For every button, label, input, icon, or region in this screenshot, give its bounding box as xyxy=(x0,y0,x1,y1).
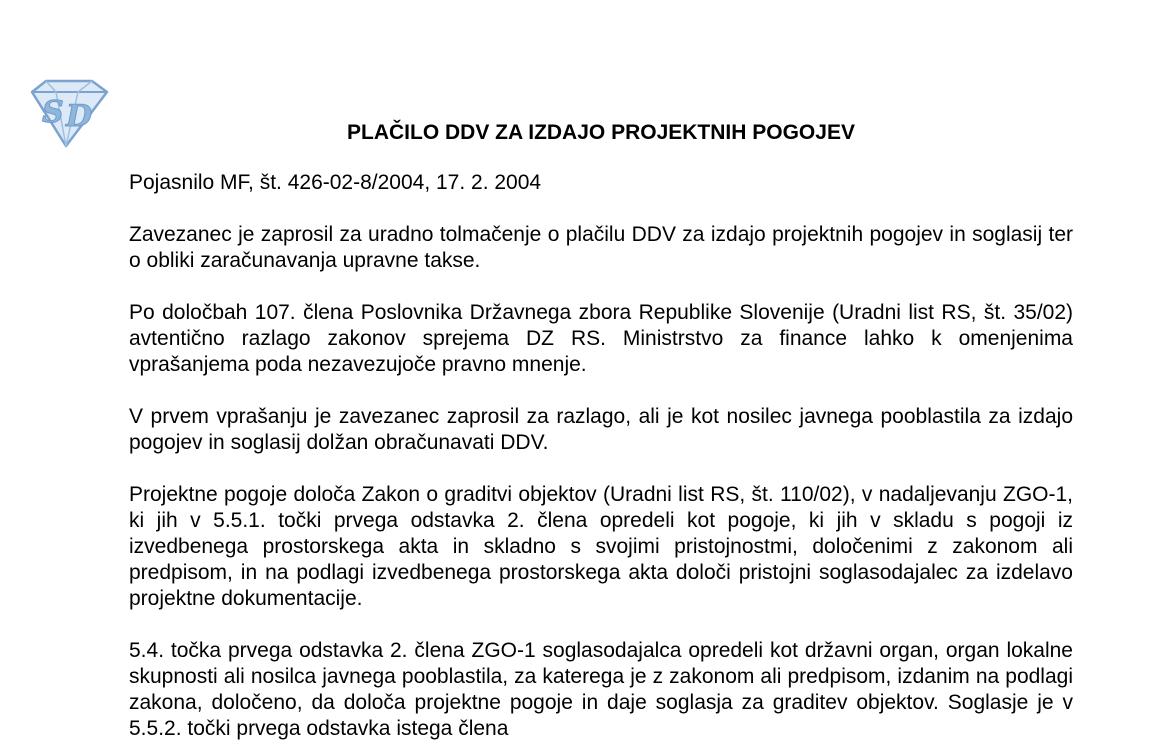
paragraph: V prvem vprašanju je zavezanec zaprosil za razlago, ali je kot nosilec javnega pooblastila za izdajo pogojev in soglasij dolžan obračunavati DDV. xyxy=(129,405,1073,454)
document-reference: Pojasnilo MF, št. 426-02-8/2004, 17. 2. 2004 xyxy=(129,171,542,194)
document-body xyxy=(129,170,1073,743)
paragraph: 5.4. točka prvega odstavka 2. člena ZGO-1 soglasodajalca opredeli kot državni organ, organ lokalne skupnosti ali nosilca javnega pooblastila, za katerega je z zakonom ali predpisom, izdanim na podlagi zakona, določeno, da določa projektne pogoje in daje soglasja za graditev objektov. Soglasje je v 5.5.2. točki prvega odstavka istega člena xyxy=(129,639,1073,740)
paragraph: Projektne pogoje določa Zakon o graditvi objektov (Uradni list RS, št. 110/02), v nadaljevanju ZGO-1, ki jih v 5.5.1. točki prvega odstavka 2. člena opredeli kot pogoje, ki jih v skladu s pogoji iz izvedbenega prostorskega akta in skladno s svojimi pristojnostmi, določenimi z zakonom ali predpisom, in na podlagi izvedbenega prostorskega akta določi pristojni soglasodajalec za izdelavo projektne dokumentacije. xyxy=(129,483,1073,610)
svg-text:D: D xyxy=(66,99,93,134)
paragraph: Po določbah 107. člena Poslovnika Državnega zbora Republike Slovenije (Uradni list RS, št. 35/02) avtentično razlago zakonov sprejema DZ RS. Ministrstvo za finance lahko k omenjenima vprašanjema poda nezavezujoče pravno mnenje. xyxy=(129,301,1073,376)
document-title: PLAČILO DDV ZA IZDAJO PROJEKTNIH POGOJEV xyxy=(347,121,855,144)
svg-text:S: S xyxy=(42,95,64,130)
sd-logo-icon xyxy=(26,78,112,150)
paragraph: Zavezanec je zaprosil za uradno tolmačenje o plačilu DDV za izdajo projektnih pogojev in soglasij ter o obliki zaračunavanja upravne takse. xyxy=(129,223,1073,272)
